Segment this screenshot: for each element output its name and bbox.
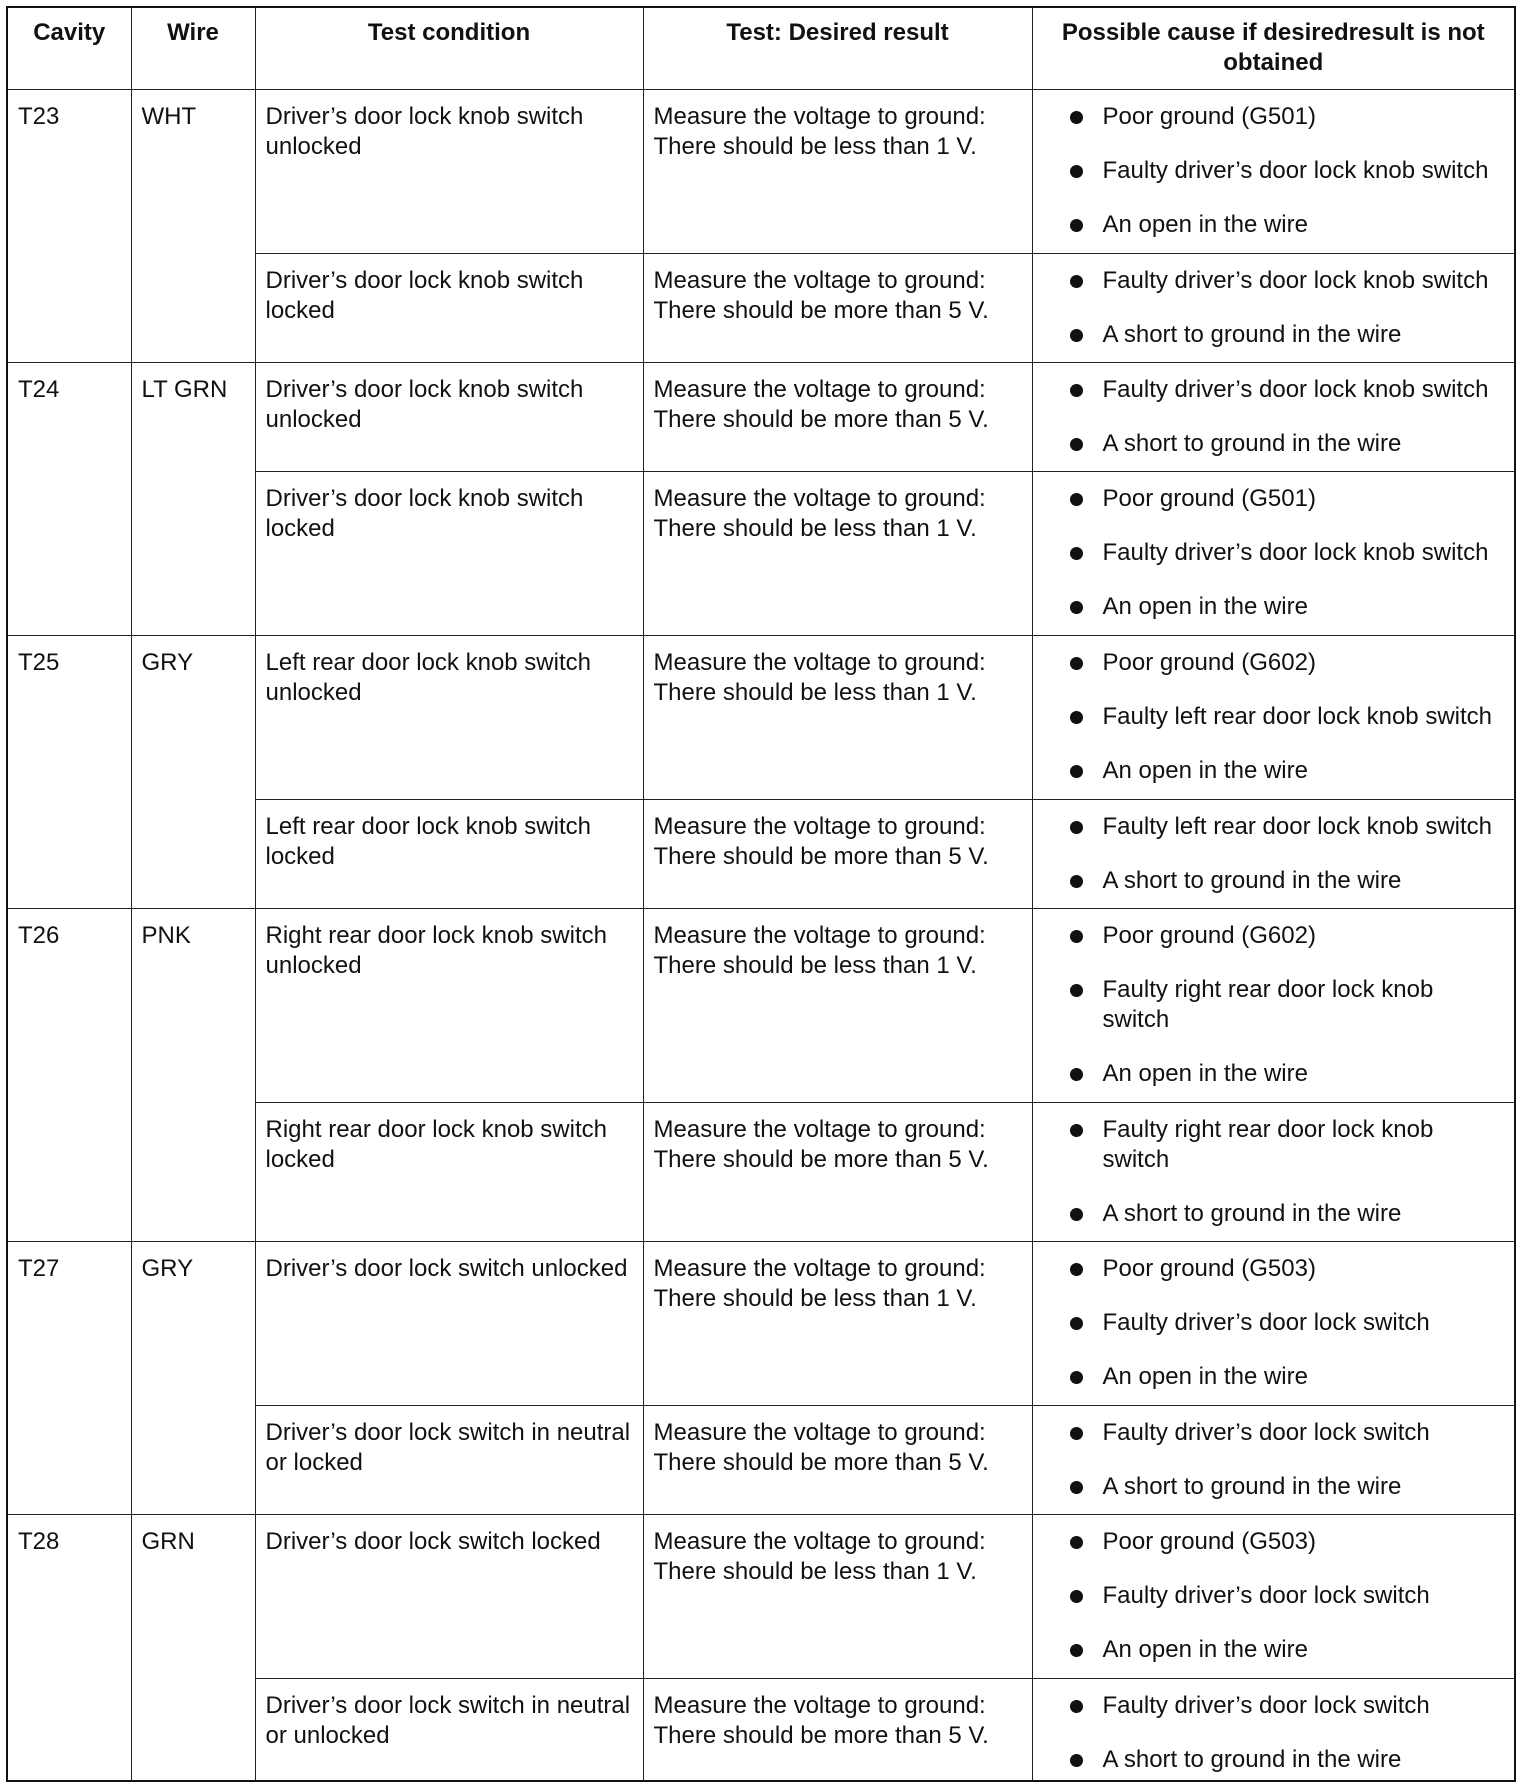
cause-item: An open in the wire bbox=[1043, 592, 1505, 622]
condition-cell: Left rear door lock knob switch unlocked bbox=[255, 635, 643, 799]
result-cell: Measure the voltage to ground: There should be less than 1 V. bbox=[643, 89, 1032, 253]
result-cell: Measure the voltage to ground: There should be more than 5 V. bbox=[643, 799, 1032, 908]
cause-item: An open in the wire bbox=[1043, 1362, 1505, 1392]
cause-cell bbox=[1032, 362, 1515, 471]
cause-item: A short to ground in the wire bbox=[1043, 320, 1505, 350]
cause-item: Faulty driver’s door lock switch bbox=[1043, 1308, 1505, 1338]
table-row bbox=[7, 635, 1515, 799]
cause-item: Poor ground (G501) bbox=[1043, 102, 1505, 132]
header-possible-cause: Possible cause if desiredresult is not obtained bbox=[1032, 7, 1515, 89]
cause-item: An open in the wire bbox=[1043, 1059, 1505, 1089]
result-cell: Measure the voltage to ground: There should be less than 1 V. bbox=[643, 471, 1032, 635]
condition-cell: Right rear door lock knob switch unlocked bbox=[255, 908, 643, 1102]
cause-item: Faulty driver’s door lock switch bbox=[1043, 1418, 1505, 1448]
cause-item: Faulty driver’s door lock knob switch bbox=[1043, 375, 1505, 405]
cause-item: A short to ground in the wire bbox=[1043, 1199, 1505, 1229]
cause-item: A short to ground in the wire bbox=[1043, 1745, 1505, 1775]
cause-cell bbox=[1032, 1241, 1515, 1405]
cause-cell bbox=[1032, 1514, 1515, 1678]
wire-cell: GRN bbox=[131, 1514, 255, 1781]
cause-item: A short to ground in the wire bbox=[1043, 1472, 1505, 1502]
result-cell: Measure the voltage to ground: There should be more than 5 V. bbox=[643, 1405, 1032, 1514]
cavity-cell: T27 bbox=[7, 1241, 131, 1514]
wire-cell: LT GRN bbox=[131, 362, 255, 635]
table-row bbox=[7, 1241, 1515, 1405]
cause-item: Faulty driver’s door lock knob switch bbox=[1043, 538, 1505, 568]
condition-cell: Driver’s door lock knob switch locked bbox=[255, 471, 643, 635]
cause-cell bbox=[1032, 89, 1515, 253]
cause-item: An open in the wire bbox=[1043, 756, 1505, 786]
result-cell: Measure the voltage to ground: There should be more than 5 V. bbox=[643, 253, 1032, 362]
cause-cell bbox=[1032, 1678, 1515, 1781]
wire-cell: GRY bbox=[131, 1241, 255, 1514]
cause-item: Faulty driver’s door lock switch bbox=[1043, 1691, 1505, 1721]
cavity-cell: T23 bbox=[7, 89, 131, 362]
wire-cell: WHT bbox=[131, 89, 255, 362]
header-cavity: Cavity bbox=[7, 7, 131, 89]
condition-cell: Right rear door lock knob switch locked bbox=[255, 1102, 643, 1241]
cause-cell bbox=[1032, 908, 1515, 1102]
cause-item: Faulty right rear door lock knob switch bbox=[1043, 1115, 1505, 1175]
cause-item: Poor ground (G503) bbox=[1043, 1527, 1505, 1557]
wire-cell: GRY bbox=[131, 635, 255, 908]
condition-cell: Driver’s door lock knob switch locked bbox=[255, 253, 643, 362]
condition-cell: Left rear door lock knob switch locked bbox=[255, 799, 643, 908]
table-row bbox=[7, 89, 1515, 253]
cause-cell bbox=[1032, 471, 1515, 635]
cause-item: Faulty driver’s door lock knob switch bbox=[1043, 156, 1505, 186]
diagnostic-table bbox=[6, 6, 1516, 1782]
cause-item: Faulty driver’s door lock switch bbox=[1043, 1581, 1505, 1611]
header-wire: Wire bbox=[131, 7, 255, 89]
cause-item: Poor ground (G503) bbox=[1043, 1254, 1505, 1284]
cause-item: Poor ground (G602) bbox=[1043, 648, 1505, 678]
condition-cell: Driver’s door lock switch unlocked bbox=[255, 1241, 643, 1405]
cavity-cell: T25 bbox=[7, 635, 131, 908]
table-row bbox=[7, 362, 1515, 471]
cause-cell bbox=[1032, 635, 1515, 799]
cause-cell bbox=[1032, 1405, 1515, 1514]
condition-cell: Driver’s door lock switch locked bbox=[255, 1514, 643, 1678]
condition-cell: Driver’s door lock knob switch unlocked bbox=[255, 362, 643, 471]
cause-item: Faulty driver’s door lock knob switch bbox=[1043, 266, 1505, 296]
cause-cell bbox=[1032, 799, 1515, 908]
cause-item: An open in the wire bbox=[1043, 210, 1505, 240]
result-cell: Measure the voltage to ground: There should be less than 1 V. bbox=[643, 1514, 1032, 1678]
result-cell: Measure the voltage to ground: There should be less than 1 V. bbox=[643, 908, 1032, 1102]
cause-item: Faulty left rear door lock knob switch bbox=[1043, 702, 1505, 732]
result-cell: Measure the voltage to ground: There should be less than 1 V. bbox=[643, 635, 1032, 799]
result-cell: Measure the voltage to ground: There should be more than 5 V. bbox=[643, 1102, 1032, 1241]
cause-cell bbox=[1032, 1102, 1515, 1241]
cause-item: Poor ground (G501) bbox=[1043, 484, 1505, 514]
cause-item: An open in the wire bbox=[1043, 1635, 1505, 1665]
result-cell: Measure the voltage to ground: There should be less than 1 V. bbox=[643, 1241, 1032, 1405]
wire-cell: PNK bbox=[131, 908, 255, 1241]
cause-cell bbox=[1032, 253, 1515, 362]
condition-cell: Driver’s door lock switch in neutral or locked bbox=[255, 1405, 643, 1514]
table-row bbox=[7, 908, 1515, 1102]
result-cell: Measure the voltage to ground: There should be more than 5 V. bbox=[643, 362, 1032, 471]
header-test-condition: Test condition bbox=[255, 7, 643, 89]
result-cell: Measure the voltage to ground: There should be more than 5 V. bbox=[643, 1678, 1032, 1781]
cause-item: Faulty left rear door lock knob switch bbox=[1043, 812, 1505, 842]
cause-item: Faulty right rear door lock knob switch bbox=[1043, 975, 1505, 1035]
cause-item: A short to ground in the wire bbox=[1043, 866, 1505, 896]
condition-cell: Driver’s door lock switch in neutral or unlocked bbox=[255, 1678, 643, 1781]
header-desired-result: Test: Desired result bbox=[643, 7, 1032, 89]
table-row bbox=[7, 1514, 1515, 1678]
cavity-cell: T26 bbox=[7, 908, 131, 1241]
cavity-cell: T28 bbox=[7, 1514, 131, 1781]
condition-cell: Driver’s door lock knob switch unlocked bbox=[255, 89, 643, 253]
cause-item: A short to ground in the wire bbox=[1043, 429, 1505, 459]
cavity-cell: T24 bbox=[7, 362, 131, 635]
cause-item: Poor ground (G602) bbox=[1043, 921, 1505, 951]
